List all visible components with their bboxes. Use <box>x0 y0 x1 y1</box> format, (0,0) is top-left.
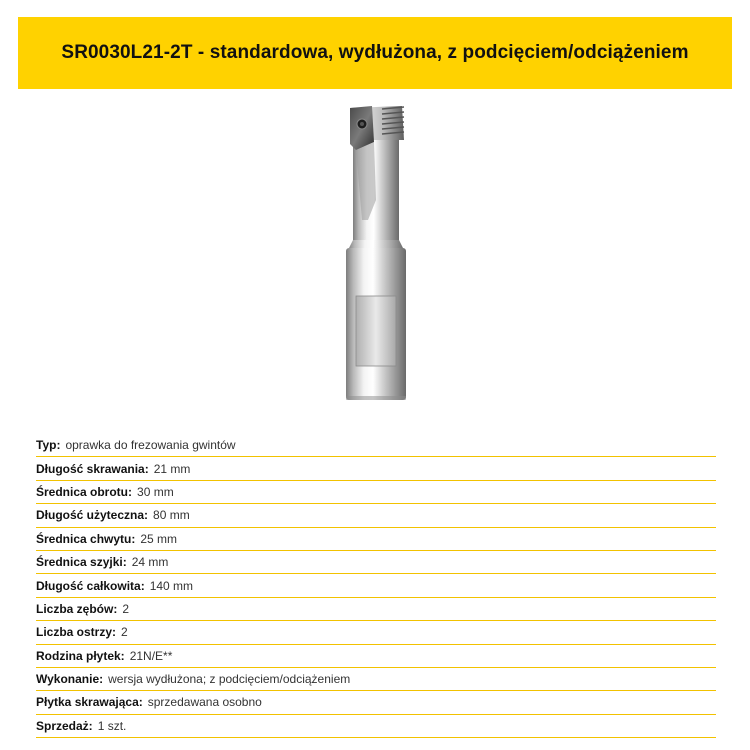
spec-value: 21N/E** <box>129 648 173 663</box>
spec-label: Liczba zębów: <box>36 601 118 616</box>
spec-value: 80 mm <box>153 508 190 523</box>
spec-label: Średnica obrotu: <box>36 484 133 499</box>
spec-value: 1 szt. <box>97 718 127 733</box>
spec-value: 24 mm <box>131 555 169 570</box>
spec-row <box>36 645 716 668</box>
spec-label: Sprzedaż: <box>36 718 93 733</box>
spec-value: 2 <box>121 625 128 640</box>
spec-row <box>36 574 716 597</box>
spec-label: Długość całkowita: <box>36 578 145 593</box>
spec-value: 2 <box>122 601 130 616</box>
spec-row <box>36 668 716 691</box>
spec-row <box>36 551 716 574</box>
spec-value: 25 mm <box>140 531 178 546</box>
spec-value: 21 mm <box>153 461 191 476</box>
spec-label: Liczba ostrzy: <box>36 625 117 640</box>
spec-row <box>36 457 716 480</box>
spec-label: Długość skrawania: <box>36 461 149 476</box>
spec-row <box>36 598 716 621</box>
spec-row <box>36 481 716 504</box>
spec-row <box>36 621 716 644</box>
spec-value: 140 mm <box>149 578 194 593</box>
spec-row <box>36 715 716 738</box>
spec-value: 30 mm <box>137 484 174 499</box>
spec-label: Długość użyteczna: <box>36 508 149 523</box>
spec-value: sprzedawana osobno <box>147 695 262 710</box>
spec-value: wersja wydłużona; z podcięciem/odciążeniem <box>108 672 351 687</box>
title-banner <box>18 17 732 89</box>
thread-milling-holder-image <box>320 100 430 405</box>
spec-label: Średnica chwytu: <box>36 531 136 546</box>
spec-label: Typ: <box>36 438 61 453</box>
page-title: SR0030L21-2T - standardowa, wydłużona, z podcięciem/odciążeniem <box>61 42 689 63</box>
spec-label: Wykonanie: <box>36 672 104 687</box>
spec-row <box>36 528 716 551</box>
spec-row <box>36 504 716 527</box>
spec-value: oprawka do frezowania gwintów <box>65 438 236 453</box>
specifications-list <box>36 434 716 738</box>
spec-label: Rodzina płytek: <box>36 648 125 663</box>
spec-row <box>36 691 716 714</box>
spec-label: Średnica szyjki: <box>36 555 127 570</box>
spec-row <box>36 434 716 457</box>
spec-label: Płytka skrawająca: <box>36 695 143 710</box>
